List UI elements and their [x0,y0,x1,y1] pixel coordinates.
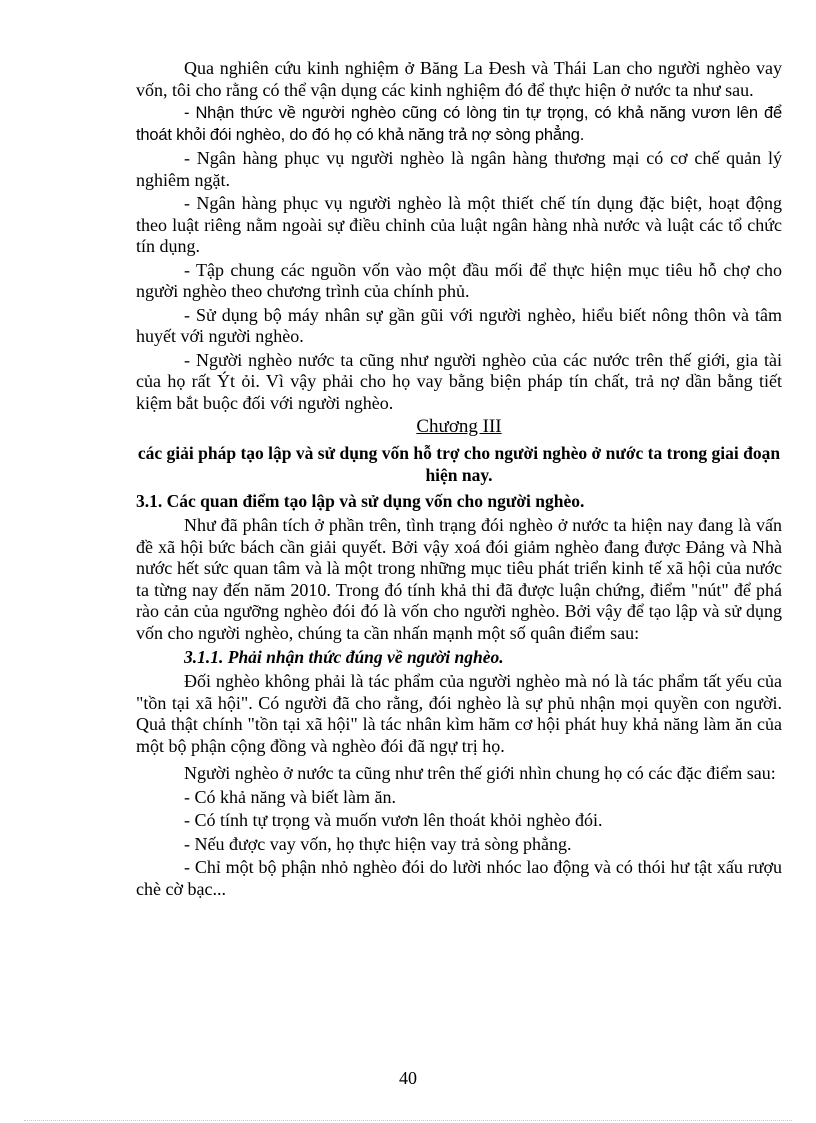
section-heading: 3.1. Các quan điểm tạo lập và sử dụng vốn cho người nghèo. [136,491,585,511]
characteristic-item: - Nếu được vay vốn, họ thực hiện vay trả sòng phẳng. [184,833,572,854]
list-item-lending-method: - Người nghèo nước ta cũng như người nghèo của các nước trên thế giới, gia tài của họ rất Ýt ỏi. Vì vậy phải cho họ vay bằng biện pháp tín chất, trả nợ dần bằng tiết kiệm bắt buộc đối với người nghèo. [136,349,782,413]
chapter-title: các giải pháp tạo lập và sử dụng vốn hỗ trợ cho người nghèo ở nước ta trong giai đoạn hiện nay. [137,443,781,485]
characteristic-item: - Có khả năng và biết làm ăn. [184,786,396,807]
subsection-paragraph-2: Người nghèo ở nước ta cũng như trên thế giới nhìn chung họ có các đặc điểm sau: [184,763,776,783]
characteristic-item: - Chỉ một bộ phận nhỏ nghèo đói do lười nhóc lao động và có thói hư tật xấu rượu chè cờ bạc... [136,857,782,899]
characteristic-item: - Có tính tự trọng và muốn vươn lên thoát khỏi nghèo đói. [184,810,603,830]
list-item-commercial-bank: - Ngân hàng phục vụ người nghèo là ngân hàng thương mại có cơ chế quản lý nghiêm ngặt. [136,148,782,190]
chapter-heading: Chương III [416,416,502,437]
paragraph-intro: Qua nghiên cứu kinh nghiệm ở Băng La Đesh và Thái Lan cho người nghèo vay vốn, tôi cho rằng có thể vận dụng các kinh nghiệm đó để thực hiện ở nước ta như sau. [136,58,782,100]
list-item-capital-focus: - Tập chung các nguồn vốn vào một đầu mối để thực hiện mục tiêu hỗ chợ cho người nghèo theo chương trình của chính phủ. [136,259,782,301]
document-page [136,58,782,902]
page-number: 40 [399,1068,417,1088]
list-item-personnel: - Sử dụng bộ máy nhân sự gần gũi với người nghèo, hiểu biết nông thôn và tâm huyết với người nghèo. [136,304,782,346]
page-bottom-divider [24,1120,792,1121]
list-item-awareness: - Nhận thức về người nghèo cũng có lòng tin tự trọng, có khả năng vươn lên để thoát khỏi đói nghèo, do đó họ có khả năng trả nợ sòng phẳng. [136,104,782,144]
list-item-credit-institution: - Ngân hàng phục vụ người nghèo là một thiết chế tín dụng đặc biệt, hoạt động theo luật riêng nằm ngoài sự điều chỉnh của luật ngân hàng nhà nước và luật các tổ chức tín dụng. [136,193,782,256]
subsection-paragraph-1: Đối nghèo không phải là tác phẩm của người nghèo mà nó là tác phẩm tất yếu của "tồn tại xã hội". Có người đã cho rằng, đói nghèo là sự phủ nhận mọi quyền con người. Quả thật chính "tồn tại xã hội" là tác nhân kìm hãm cơ hội phát huy khả năng làm ăn của một bộ phận cộng đồng và nghèo đói đã ngự trị họ. [136,671,782,756]
section-paragraph: Như đã phân tích ở phần trên, tình trạng đói nghèo ở nước ta hiện nay đang là vấn đề xã hội bức bách cần giải quyết. Bởi vậy xoá đói giảm nghèo đang được Đảng và Nhà nước hết sức quan tâm và là một trong những mục tiêu phát triển kinh tế xã hội của nước ta từng nay đến năm 2010. Trong đó tính khả thi đã được luận chứng, điểm "nút" để phá rào cản của ngưỡng nghèo đói đó là vốn cho người nghèo. Bởi vậy để tạo lập và sử dụng vốn cho người nghèo, chúng ta cần nhấn mạnh một số quân điểm sau: [136,515,782,643]
subsection-heading: 3.1.1. Phải nhận thức đúng về người nghèo. [184,647,504,667]
